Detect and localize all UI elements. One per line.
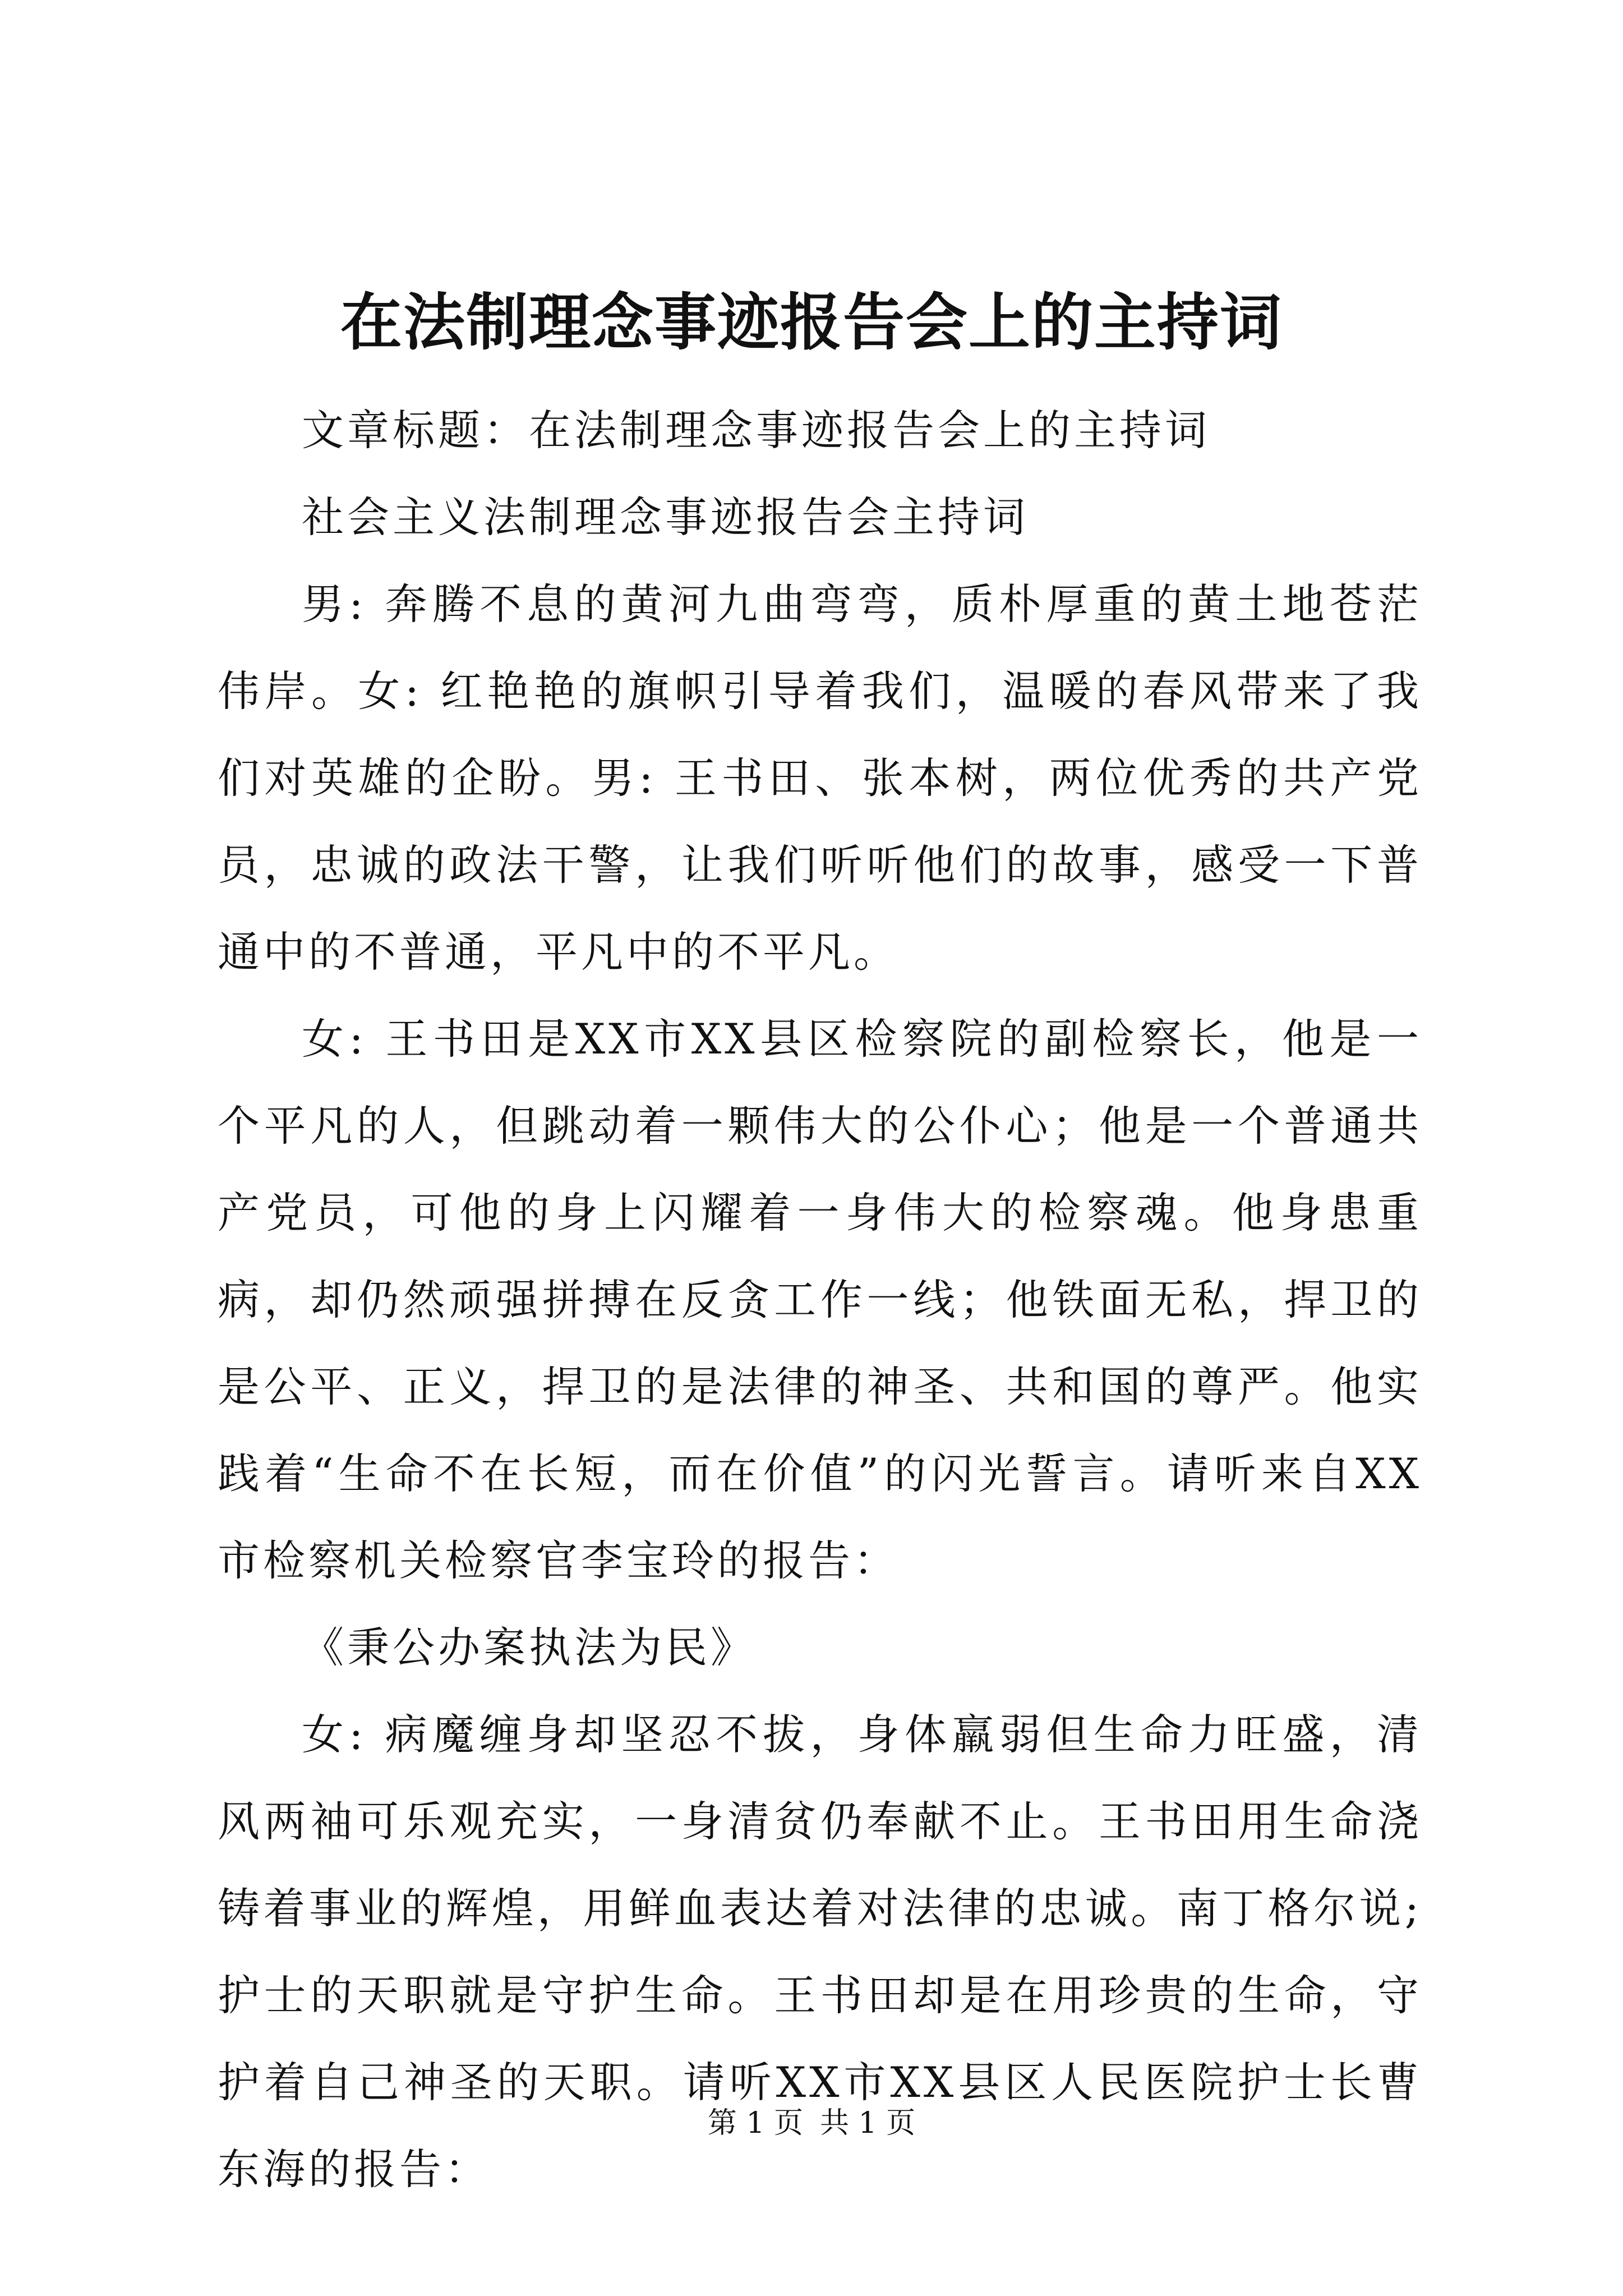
paragraph-introduction-nurse: 女: 病魔缠身却坚忍不拔，身体羸弱但生命力旺盛，清风两袖可乐观充实，一身清贫仍奉献不止。王书田用生命浇铸着事业的辉煌，用鲜血表达着对法律的忠诚。南丁格尔说; 护士的天职就是守护生命。王书田却是在用珍贵的生命，守护着自己神圣的天职。请听XX市XX县区人民医院护士长曹东海的报告： (218, 1710, 1422, 2194)
paragraph-introduction-wang: 女: 王书田是XX市XX县区检察院的副检察长，他是一个平凡的人，但跳动着一颗伟大的公仆心；他是一个普通共产党员，可他的身上闪耀着一身伟大的检察魂。他身患重病，却仍然顽强拼搏在反贪工作一线；他铁面无私，捍卫的是公平、正义，捍卫的是法律的神圣、共和国的尊严。他实践着“生命不在长短，而在价值”的闪光誓言。请听来自XX市检察机关检察官李宝玲的报告： (218, 1014, 1422, 1585)
document-body (218, 387, 1422, 2213)
page-footer (0, 2101, 1623, 2146)
paragraph-opening: 男: 奔腾不息的黄河九曲弯弯，质朴厚重的黄土地苍茫伟岸。女: 红艳艳的旗帜引导着我们，温暖的春风带来了我们对英雄的企盼。男: 王书田、张本树，两位优秀的共产党员，忠诚的政法干警，让我们听听他们的故事，感受一下普通中的不普通，平凡中的不平凡。 (218, 579, 1422, 977)
paragraph-article-title: 文章标题：在法制理念事迹报告会上的主持词 (302, 406, 1211, 455)
page-total: 共 1 页 (820, 2106, 916, 2140)
paragraph-report-title: 《秉公办案执法为民》 (302, 1623, 757, 1672)
page-number: 第 1 页 (707, 2106, 803, 2140)
document-title: 在法制理念事迹报告会上的主持词 (340, 286, 1283, 358)
paragraph-subtitle: 社会主义法制理念事迹报告会主持词 (302, 493, 1029, 542)
